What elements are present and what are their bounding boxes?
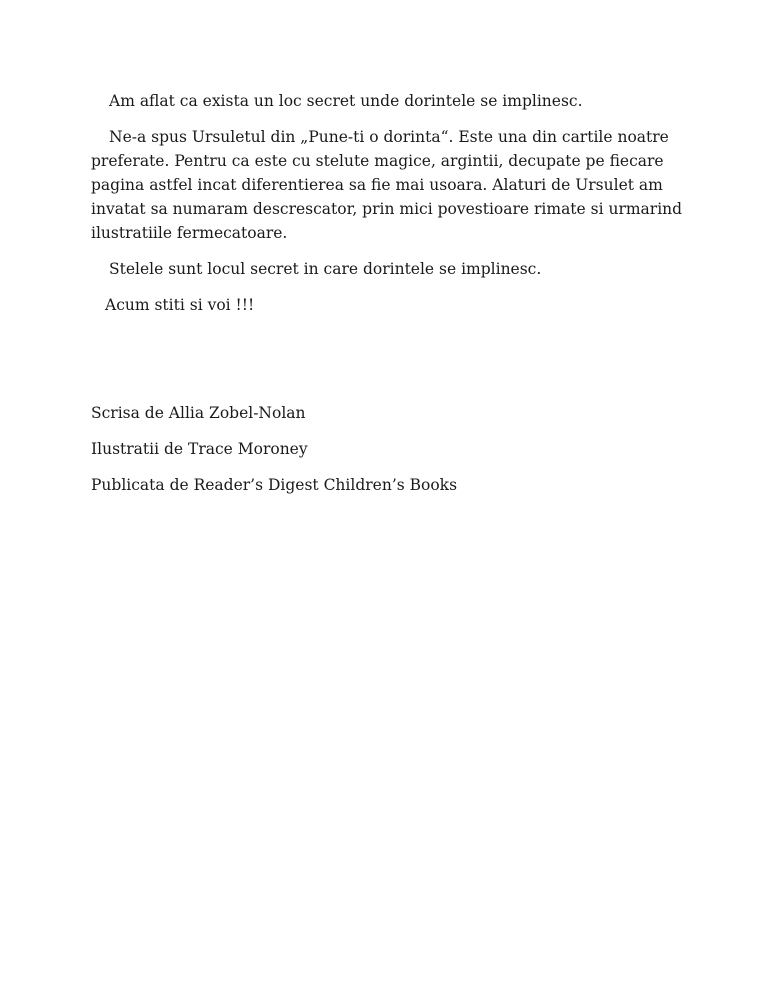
document-body	[91, 89, 691, 329]
credit-illustrator: Ilustratii de Trace Moroney	[91, 440, 308, 458]
paragraph-stars: Stelele sunt locul secret in care dorintele se implinesc.	[109, 260, 542, 278]
credit-author: Scrisa de Allia Zobel-Nolan	[91, 404, 306, 422]
paragraph-intro: Am aflat ca exista un loc secret unde dorintele se implinesc.	[109, 92, 583, 110]
credits-block	[91, 401, 691, 509]
paragraph-closing: Acum stiti si voi !!!	[105, 296, 255, 314]
paragraph-book-description: Ne-a spus Ursuletul din „Pune-ti o dorinta“. Este una din cartile noatre preferate. Pentru ca este cu stelute magice, argintii, decupate pe fiecare pagina astfel incat diferentierea sa fie mai usoara. Alaturi de Ursulet am invatat sa numaram descrescator, prin mici povestioare rimate si urmarind ilustratiile fermecatoare.	[91, 128, 683, 242]
credit-publisher: Publicata de Reader’s Digest Children’s Books	[91, 476, 458, 494]
